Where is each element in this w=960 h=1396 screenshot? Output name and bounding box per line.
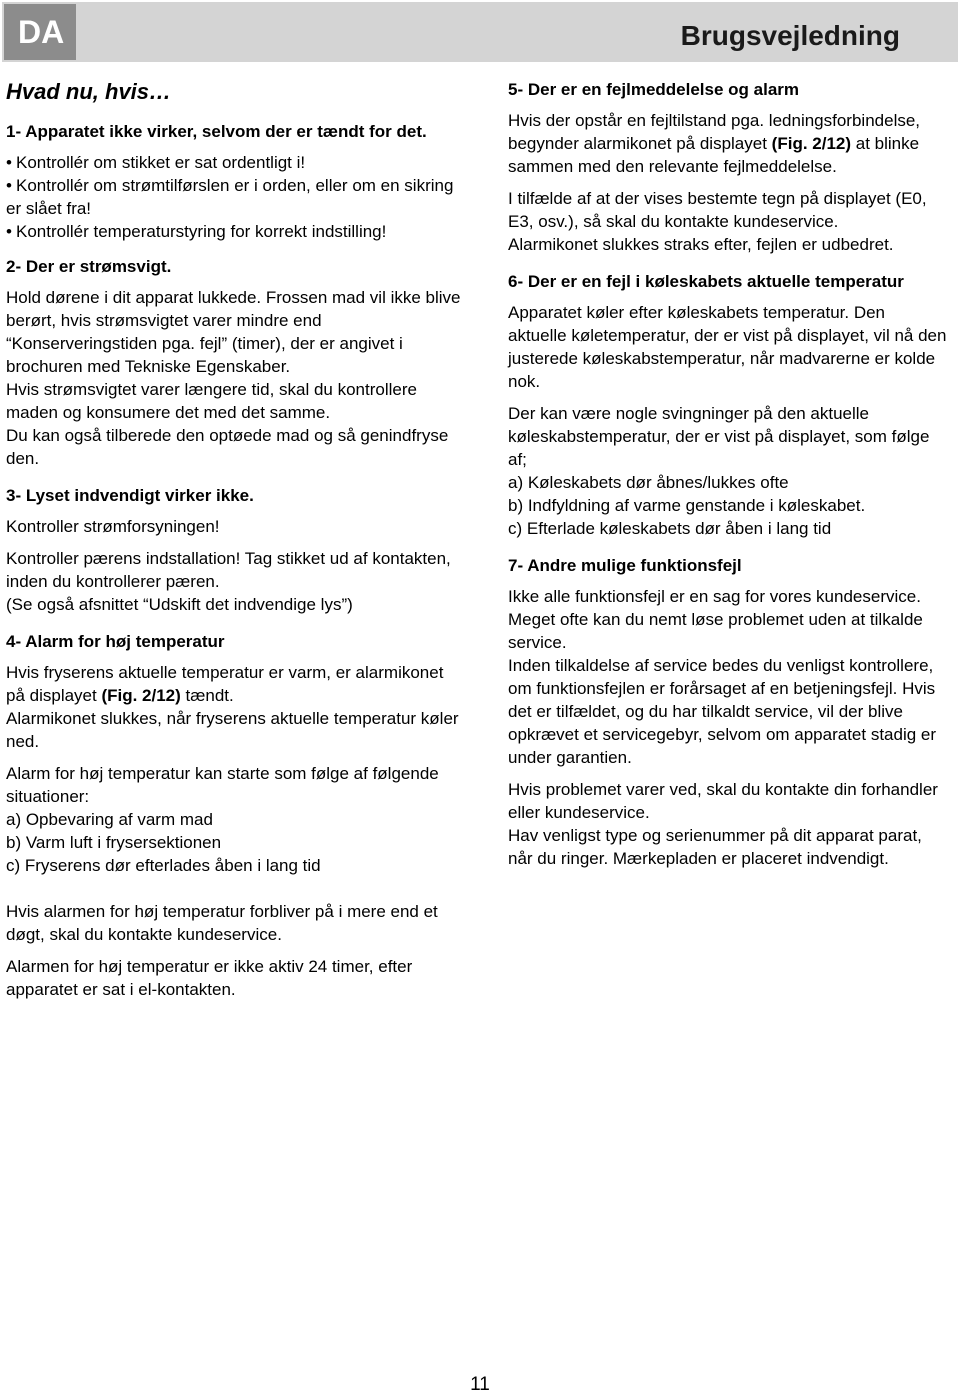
section-2-heading: 2- Der er strømsvigt.	[6, 257, 172, 276]
paragraph: Kontroller strømforsyningen!	[6, 517, 220, 536]
list-item: • Kontrollér om strømtilførslen er i orden, eller om en sikring er slået fra!	[6, 176, 454, 218]
list-item: b) Varm luft i frysersektionen	[6, 833, 222, 852]
paragraph: Apparatet køler efter køleskabets temperatur. Den aktuelle køletemperatur, der er vist på displayet, vil nå den justerede køleskabstemperatur, når madvarerne er kolde nok.	[508, 303, 947, 391]
list-item: • Kontrollér temperaturstyring for korrekt indstilling!	[6, 222, 387, 241]
list-item: c) Fryserens dør efterlades åben i lang tid	[6, 856, 321, 875]
document-title: Brugsvejledning	[680, 20, 900, 51]
right-column	[508, 74, 948, 879]
section-4-heading: 4- Alarm for høj temperatur	[6, 632, 225, 651]
page-title: Hvad nu, hvis…	[6, 79, 172, 104]
paragraph: Alarmen for høj temperatur er ikke aktiv 24 timer, efter apparatet er sat i el-kontakten.	[6, 957, 413, 999]
paragraph: Ikke alle funktionsfejl er en sag for vores kundeservice. Meget ofte kan du nemt løse problemet uden at tilkalde service. Inden tilkaldelse af service bedes du venligst kontrollere, om funktionsfejlen er forårsaget af en betjeningsfejl. Hvis det er tilfældet, og du har tilkaldt service, vil der blive opkrævet et servicegebyr, selvom om apparatet stadig er under garantien.	[508, 587, 937, 767]
page-header	[2, 2, 958, 62]
section-7-heading: 7- Andre mulige funktionsfejl	[508, 556, 742, 575]
list-item: a) Opbevaring af varm mad	[6, 810, 213, 829]
paragraph: I tilfælde af at der vises bestemte tegn på displayet (E0, E3, osv.), så skal du kontakte kundeservice. Alarmikonet slukkes straks efter, fejlen er udbedret.	[508, 189, 927, 254]
page-number: 11	[470, 1374, 490, 1395]
paragraph: Hold dørene i dit apparat lukkede. Frossen mad vil ikke blive berørt, hvis strømsvigtet varer mindre end “Konserveringstiden pga. fejl” (timer), der er angivet i brochuren med Tekniske Egenskaber. Hvis strømsvigtet varer længere tid, skal du kontrollere maden og konsumere det med det samme. Du kan også tilberede den optøede mad og så genindfryse den.	[6, 288, 461, 468]
list-item: a) Køleskabets dør åbnes/lukkes ofte	[508, 473, 789, 492]
section-5-heading: 5- Der er en fejlmeddelelse og alarm	[508, 80, 800, 99]
section-3-heading: 3- Lyset indvendigt virker ikke.	[6, 486, 254, 505]
list-item: • Kontrollér om stikket er sat ordentligt i!	[6, 153, 306, 172]
paragraph: Hvis fryserens aktuelle temperatur er varm, er alarmikonet på displayet (Fig. 2/12) tændt. Alarmikonet slukkes, når fryserens aktuelle temperatur køler ned.	[6, 663, 459, 751]
language-badge: DA	[4, 4, 76, 60]
paragraph: Hvis alarmen for høj temperatur forbliver på i mere end et døgt, skal du kontakte kundeservice.	[6, 902, 438, 944]
list-item: c) Efterlade køleskabets dør åben i lang tid	[508, 519, 832, 538]
section-1-bullets	[6, 151, 461, 243]
left-column	[6, 74, 461, 1010]
paragraph: Hvis der opstår en fejltilstand pga. ledningsforbindelse, begynder alarmikonet på displayet (Fig. 2/12) at blinke sammen med den relevante fejlmeddelelse.	[508, 111, 921, 176]
paragraph: Der kan være nogle svingninger på den aktuelle køleskabstemperatur, der er vist på displayet, som følge af; a) Køleskabets dør åbnes/lukkes ofte b) Indfyldning af varme genstande i køleskabet. c) Efterlade køleskabets dør åben i lang tid	[508, 402, 948, 540]
list-item: b) Indfyldning af varme genstande i køleskabet.	[508, 496, 866, 515]
paragraph: Hvis problemet varer ved, skal du kontakte din forhandler eller kundeservice. Hav venligst type og serienummer på dit apparat parat, når du ringer. Mærkepladen er placeret indvendigt.	[508, 780, 938, 868]
section-1-heading: 1- Apparatet ikke virker, selvom der er tændt for det.	[6, 122, 427, 141]
paragraph: Alarm for høj temperatur kan starte som følge af følgende situationer: a) Opbevaring af varm mad b) Varm luft i frysersektionen c) Fryserens dør efterlades åben i lang tid	[6, 762, 461, 877]
section-6-heading: 6- Der er en fejl i køleskabets aktuelle temperatur	[508, 272, 904, 291]
paragraph: Kontroller pærens indstallation! Tag stikket ud af kontakten, inden du kontrollerer pæren. (Se også afsnittet “Udskift det indvendige lys”)	[6, 549, 451, 614]
